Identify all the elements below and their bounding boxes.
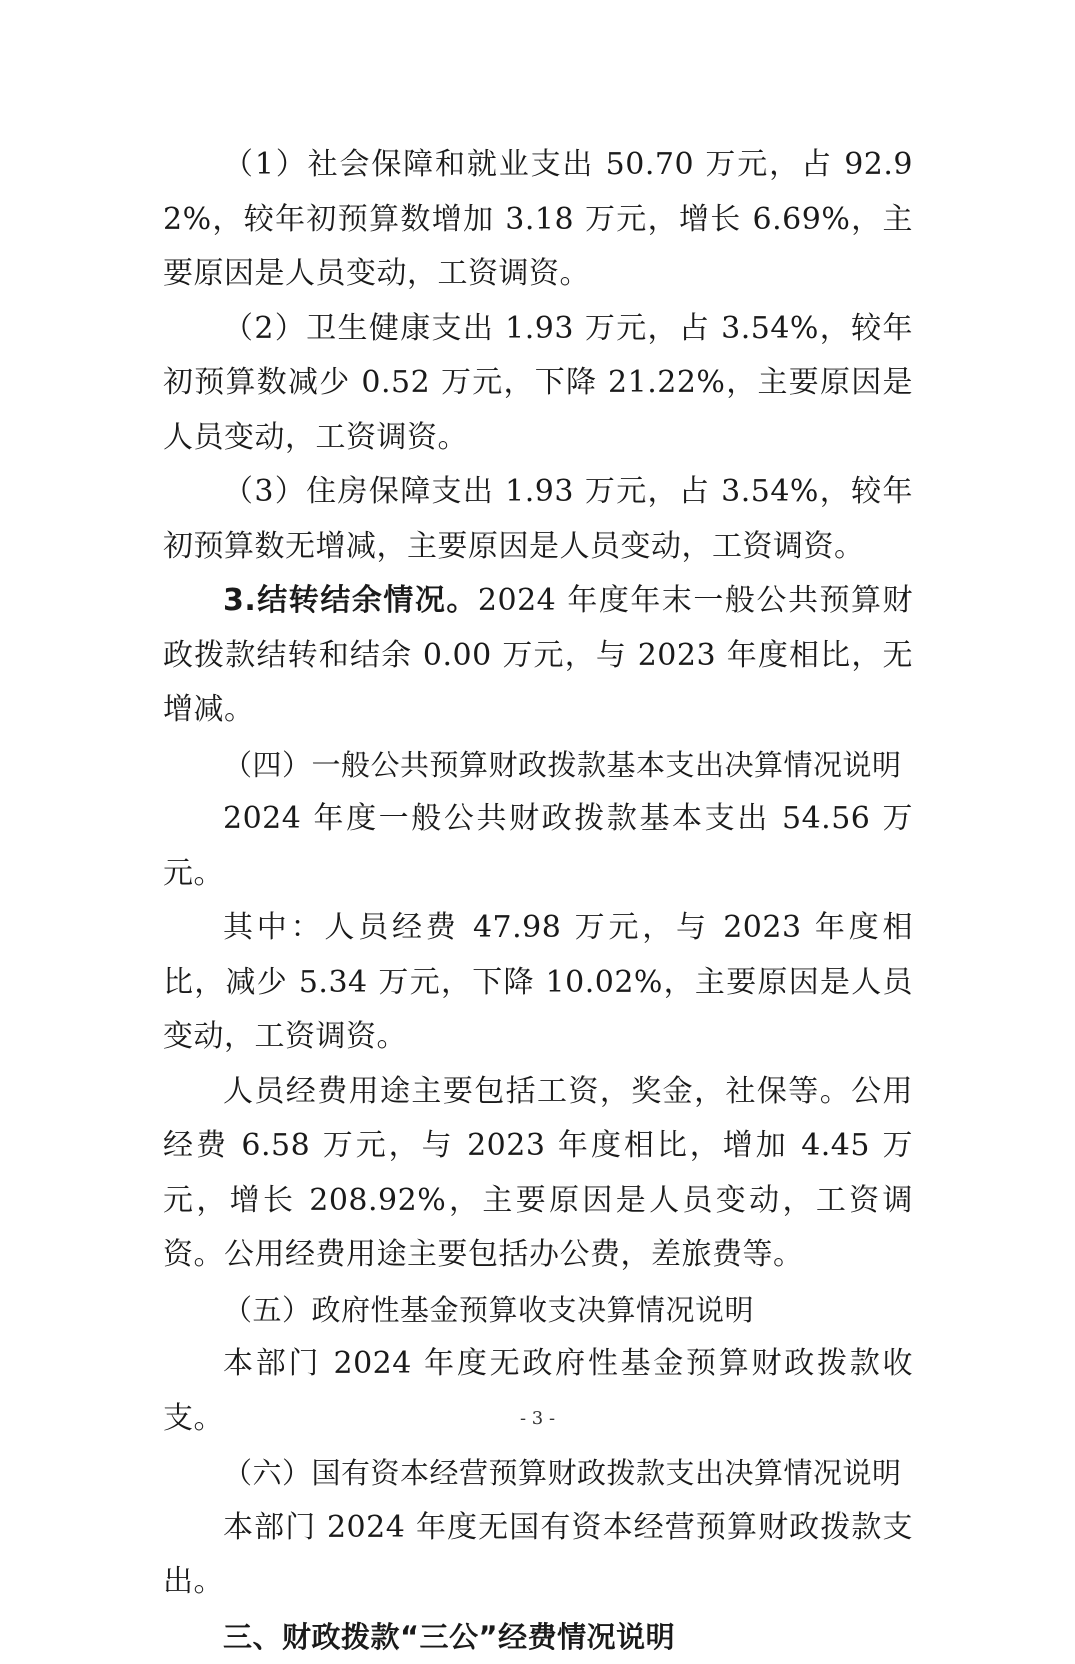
page-number: - 3 - [0, 1408, 1075, 1429]
heading-government-fund [163, 1283, 913, 1338]
paragraph-government-fund [163, 1337, 913, 1446]
paragraph-housing [163, 465, 913, 574]
paragraph-social-security [163, 138, 913, 302]
paragraph-personnel [163, 901, 913, 1065]
heading-text: （六）国有资本经营预算财政拨款支出决算情况说明 [223, 1456, 902, 1490]
paragraph-health [163, 302, 913, 466]
section-heading-text: 三、财政拨款“三公”经费情况说明 [223, 1620, 675, 1654]
section-heading-three-public [163, 1610, 913, 1664]
paragraph-text: 2024 年度年末一般公共预算财政拨款结转和结余 0.00 万元，与 2023 年度相比，无增减。 [163, 583, 913, 727]
paragraph-lead-heading: 3.结转结余情况。 [223, 583, 478, 618]
document-page [163, 138, 913, 1664]
paragraph-basic-total [163, 792, 913, 901]
paragraph-text: 其中：人员经费 47.98 万元，与 2023 年度相比，减少 5.34 万元，下降 10.02%，主要原因是人员变动，工资调资。 [163, 910, 913, 1054]
paragraph-text: 2024 年度一般公共财政拨款基本支出 54.56 万元。 [163, 801, 913, 891]
heading-basic-expenditure [163, 738, 913, 793]
paragraph-text: （2）卫生健康支出 1.93 万元，占 3.54%，较年初预算数减少 0.52 万元，下降 21.22%，主要原因是人员变动，工资调资。 [163, 311, 913, 455]
heading-text: （四）一般公共预算财政拨款基本支出决算情况说明 [223, 748, 902, 782]
paragraph-carryover [163, 574, 913, 738]
paragraph-state-capital [163, 1501, 913, 1610]
heading-state-capital [163, 1446, 913, 1501]
paragraph-text: （1）社会保障和就业支出 50.70 万元，占 92.92%，较年初预算数增加 3.18 万元，增长 6.69%，主要原因是人员变动，工资调资。 [163, 147, 913, 291]
heading-text: （五）政府性基金预算收支决算情况说明 [223, 1293, 754, 1327]
paragraph-text: 本部门 2024 年度无国有资本经营预算财政拨款支出。 [163, 1510, 913, 1600]
paragraph-text: 本部门 2024 年度无政府性基金预算财政拨款收支。 [163, 1346, 913, 1436]
paragraph-text: （3）住房保障支出 1.93 万元，占 3.54%，较年初预算数无增减，主要原因是人员变动，工资调资。 [163, 474, 913, 564]
paragraph-public-expenses [163, 1065, 913, 1283]
paragraph-text: 人员经费用途主要包括工资，奖金，社保等。公用经费 6.58 万元，与 2023 年度相比，增加 4.45 万元，增长 208.92%，主要原因是人员变动，工资调资。公用经费用途主要包括办公费，差旅费等。 [163, 1074, 913, 1273]
